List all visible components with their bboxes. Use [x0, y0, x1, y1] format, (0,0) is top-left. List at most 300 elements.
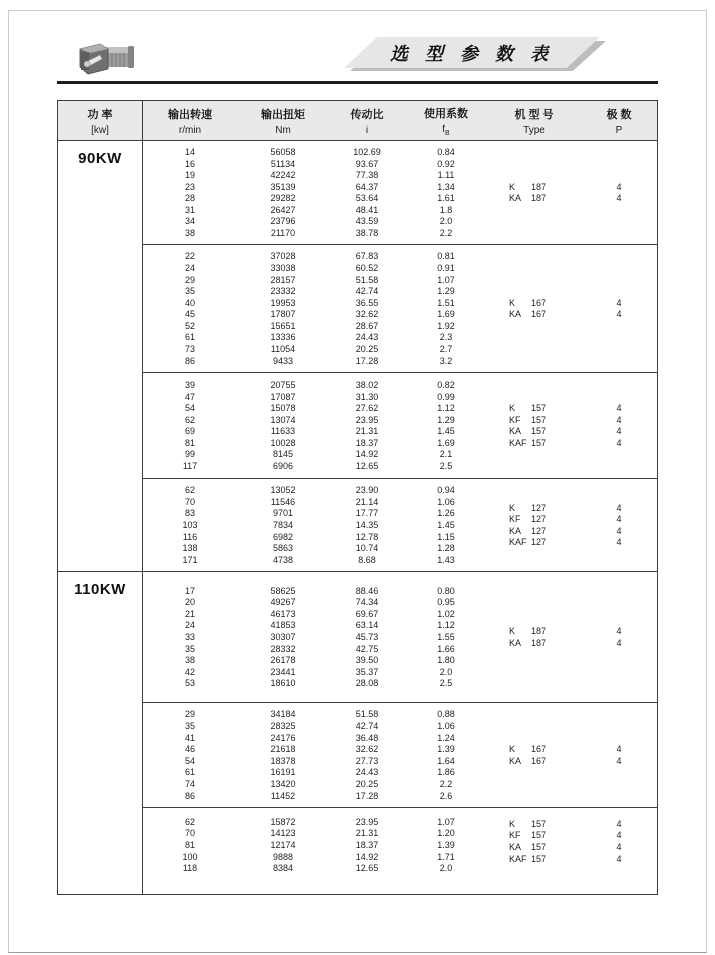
type-row	[487, 637, 657, 649]
type-prefix: KF	[509, 414, 521, 425]
cell-output-torque: 20755	[270, 379, 296, 390]
cell-service-factor: 2.5	[439, 678, 453, 689]
cell-service-factor: 2.1	[439, 449, 453, 460]
cell-output-torque: 29282	[270, 193, 296, 204]
cell-output-speed: 62	[184, 816, 195, 827]
type-row	[487, 309, 657, 321]
cell-poles: 4	[616, 537, 622, 548]
cell-ratio: 23.95	[355, 414, 379, 425]
cell-output-torque: 15872	[270, 816, 296, 827]
type-size: 187	[531, 626, 547, 637]
type-poles-column	[487, 808, 657, 894]
type-size: 167	[531, 744, 547, 755]
cell-output-speed: 138	[182, 543, 198, 554]
cell-output-speed: 38	[184, 655, 195, 666]
cell-ratio: 17.77	[355, 508, 379, 519]
cell-output-torque: 10028	[270, 437, 296, 448]
cell-service-factor: 0.82	[437, 379, 455, 390]
type-prefix: KA	[509, 309, 522, 320]
cell-output-torque: 28325	[270, 721, 296, 732]
cell-poles: 4	[616, 755, 622, 766]
cell-ratio: 74.34	[355, 597, 379, 608]
cell-service-factor: 0.80	[437, 585, 455, 596]
cell-ratio: 48.41	[355, 204, 379, 215]
cell-ratio: 28.67	[355, 320, 379, 331]
column-unit: i	[365, 124, 369, 136]
selection-parameter-table	[57, 100, 658, 895]
cell-poles: 4	[616, 193, 622, 204]
column-unit: $f_B$	[442, 123, 450, 137]
cell-poles: 4	[616, 181, 622, 192]
cell-output-torque: 34184	[270, 709, 296, 720]
cell-output-torque: 24176	[270, 732, 296, 743]
cell-model-type	[509, 298, 559, 308]
cell-service-factor: 1.12	[437, 403, 455, 414]
type-size: 187	[531, 637, 547, 648]
cell-output-speed: 62	[184, 485, 195, 496]
cell-output-speed: 34	[184, 216, 195, 227]
cell-output-speed: 40	[184, 297, 195, 308]
type-prefix: KA	[509, 193, 522, 204]
cell-output-speed: 70	[184, 828, 195, 839]
cell-output-speed: 69	[184, 426, 195, 437]
cell-output-speed: 35	[184, 643, 195, 654]
cell-output-speed: 23	[184, 181, 195, 192]
cell-output-speed: 22	[184, 251, 195, 262]
cell-ratio: 17.28	[355, 790, 379, 801]
cell-ratio: 51.58	[355, 274, 379, 285]
type-prefix: KA	[509, 525, 522, 536]
cell-service-factor: 0.91	[437, 262, 455, 273]
gear-unit-block	[143, 478, 657, 571]
cell-output-torque: 15651	[270, 320, 296, 331]
cell-output-torque: 11546	[270, 496, 296, 507]
type-poles-column	[487, 479, 657, 571]
type-size: 187	[531, 193, 547, 204]
cell-model-type	[509, 842, 559, 852]
cell-ratio: 21.14	[355, 496, 379, 507]
cell-output-torque: 14123	[270, 828, 296, 839]
cell-output-torque: 18378	[270, 755, 296, 766]
cell-output-speed: 116	[182, 531, 198, 542]
cell-poles: 4	[616, 297, 622, 308]
ratio-blocks	[143, 141, 657, 571]
cell-ratio: 28.08	[355, 678, 379, 689]
type-row	[487, 181, 657, 193]
cell-output-torque: 28157	[270, 274, 296, 285]
cell-output-speed: 20	[184, 597, 195, 608]
cell-output-speed: 19	[184, 170, 195, 181]
cell-model-type	[509, 182, 559, 192]
type-poles-column	[487, 141, 657, 244]
cell-ratio: 45.73	[355, 632, 379, 642]
cell-output-speed: 74	[184, 778, 195, 789]
cell-service-factor: 2.0	[439, 666, 453, 677]
cell-output-speed: 83	[184, 508, 195, 519]
gear-unit-block	[143, 807, 657, 894]
column-header-poles	[581, 101, 657, 140]
cell-output-speed: 118	[182, 863, 198, 874]
type-size: 157	[531, 853, 547, 864]
cell-service-factor: 1.80	[437, 655, 455, 666]
type-row	[487, 537, 657, 549]
cell-ratio: 8.68	[358, 554, 376, 565]
cell-ratio: 20.25	[355, 778, 379, 789]
type-row	[487, 818, 657, 830]
type-size: 167	[531, 297, 547, 308]
cell-service-factor: 0.94	[437, 485, 455, 496]
cell-output-torque: 9888	[272, 851, 294, 862]
table-header-row	[58, 101, 657, 141]
cell-ratio: 35.37	[355, 666, 379, 677]
power-section	[58, 571, 657, 894]
cell-model-type	[509, 309, 559, 319]
cell-output-speed: 81	[184, 437, 195, 448]
cell-output-torque: 51134	[270, 158, 296, 169]
cell-output-torque: 17807	[270, 309, 296, 320]
cell-output-speed: 29	[184, 274, 195, 285]
type-row	[487, 853, 657, 865]
cell-output-speed: 21	[184, 608, 195, 619]
cell-ratio: 27.73	[355, 755, 379, 766]
type-row	[487, 755, 657, 767]
column-label: 输出转速	[168, 108, 212, 121]
type-prefix: K	[509, 626, 516, 637]
cell-service-factor: 1.02	[437, 608, 455, 619]
cell-ratio: 31.30	[355, 391, 379, 402]
cell-poles: 4	[616, 637, 622, 648]
type-prefix: K	[509, 403, 516, 414]
cell-ratio: 23.95	[355, 816, 379, 827]
cell-model-type	[509, 403, 559, 413]
cell-service-factor: 1.20	[437, 828, 455, 839]
type-size: 157	[531, 830, 547, 841]
cell-output-speed: 100	[182, 851, 198, 862]
cell-ratio: 24.43	[355, 332, 379, 343]
column-header-service-factor	[405, 101, 487, 140]
type-size: 157	[531, 403, 547, 414]
cell-poles: 4	[616, 525, 622, 536]
cell-output-torque: 21170	[270, 228, 296, 239]
cell-ratio: 20.25	[355, 344, 379, 355]
cell-output-torque: 18610	[270, 678, 296, 689]
cell-service-factor: 1.69	[437, 437, 455, 448]
cell-output-speed: 41	[184, 732, 195, 743]
cell-service-factor: 1.24	[437, 732, 455, 743]
cell-poles: 4	[616, 414, 622, 425]
cell-service-factor: 0.92	[437, 158, 455, 169]
cell-poles: 4	[616, 744, 622, 755]
gearmotor-photo-icon	[74, 40, 138, 78]
cell-service-factor: 1.34	[437, 181, 455, 192]
cell-ratio: 17.28	[355, 355, 379, 366]
cell-ratio: 69.67	[355, 608, 379, 619]
type-prefix: KA	[509, 426, 522, 437]
cell-ratio: 43.59	[355, 216, 379, 227]
cell-ratio: 36.48	[355, 732, 379, 743]
cell-output-speed: 33	[184, 632, 195, 642]
cell-poles: 4	[616, 626, 622, 637]
cell-ratio: 36.55	[355, 297, 379, 308]
cell-output-speed: 14	[184, 146, 195, 157]
cell-output-torque: 15078	[270, 403, 296, 414]
cell-output-speed: 38	[184, 228, 195, 239]
cell-model-type	[509, 438, 559, 448]
type-prefix: K	[509, 297, 516, 308]
cell-output-torque: 13052	[270, 485, 296, 496]
column-header-speed	[143, 101, 237, 140]
cell-ratio: 12.78	[355, 531, 379, 542]
cell-output-torque: 56058	[270, 146, 296, 157]
gear-unit-block	[143, 244, 657, 372]
cell-ratio: 14.92	[355, 449, 379, 460]
cell-output-speed: 171	[182, 554, 198, 565]
cell-service-factor: 1.26	[437, 508, 455, 519]
cell-output-speed: 46	[184, 744, 195, 755]
cell-output-speed: 28	[184, 193, 195, 204]
cell-service-factor: 1.29	[437, 414, 455, 425]
cell-ratio: 42.74	[355, 286, 379, 297]
cell-service-factor: 1.51	[437, 297, 455, 308]
cell-output-torque: 8384	[272, 863, 294, 874]
cell-output-torque: 35139	[270, 181, 296, 192]
cell-output-speed: 73	[184, 344, 195, 355]
cell-output-speed: 24	[184, 262, 195, 273]
cell-ratio: 21.31	[355, 828, 379, 839]
type-prefix: KAF	[509, 853, 527, 864]
cell-output-torque: 58625	[270, 585, 296, 596]
cell-service-factor: 0.81	[437, 251, 455, 262]
type-prefix: KAF	[509, 537, 527, 548]
cell-service-factor: 2.7	[439, 344, 453, 355]
type-row	[487, 513, 657, 525]
type-prefix: K	[509, 502, 516, 513]
power-rating-label: 90KW	[58, 141, 143, 571]
type-row	[487, 625, 657, 637]
cell-output-torque: 49267	[270, 597, 296, 608]
column-header-ratio	[329, 101, 405, 140]
cell-service-factor: 1.39	[437, 744, 455, 755]
cell-output-speed: 62	[184, 414, 195, 425]
cell-model-type	[509, 854, 559, 864]
type-prefix: K	[509, 181, 516, 192]
cell-output-torque: 42242	[270, 170, 296, 181]
cell-service-factor: 3.2	[439, 355, 453, 366]
column-unit: [kw]	[91, 124, 109, 136]
cell-model-type	[509, 744, 559, 754]
cell-ratio: 77.38	[355, 170, 379, 181]
cell-ratio: 39.50	[355, 655, 379, 666]
column-label: 机 型 号	[514, 108, 554, 121]
cell-service-factor: 1.15	[437, 531, 455, 542]
cell-service-factor: 1.45	[437, 426, 455, 437]
cell-output-speed: 99	[184, 449, 195, 460]
type-row	[487, 525, 657, 537]
cell-ratio: 64.37	[355, 181, 379, 192]
type-size: 127	[531, 502, 547, 513]
type-size: 167	[531, 755, 547, 766]
cell-output-speed: 35	[184, 721, 195, 732]
cell-ratio: 32.62	[355, 309, 379, 320]
cell-output-torque: 4738	[272, 554, 294, 565]
type-size: 157	[531, 426, 547, 437]
cell-output-torque: 46173	[270, 608, 296, 619]
cell-output-speed: 86	[184, 355, 195, 366]
type-poles-column	[487, 373, 657, 478]
cell-ratio: 102.69	[353, 146, 381, 157]
title-banner	[344, 37, 600, 68]
column-unit: Nm	[275, 124, 291, 136]
gear-unit-block	[143, 702, 657, 807]
cell-output-torque: 23332	[270, 286, 296, 297]
cell-ratio: 12.65	[355, 461, 379, 472]
cell-ratio: 67.83	[355, 251, 379, 262]
cell-output-speed: 35	[184, 286, 195, 297]
cell-output-speed: 24	[184, 620, 195, 631]
cell-output-speed: 117	[182, 461, 198, 472]
cell-poles: 4	[616, 853, 622, 864]
cell-service-factor: 2.2	[439, 228, 453, 239]
cell-output-speed: 29	[184, 709, 195, 720]
cell-output-speed: 54	[184, 755, 195, 766]
type-prefix: KF	[509, 830, 521, 841]
type-poles-column	[487, 572, 657, 702]
cell-service-factor: 1.06	[437, 496, 455, 507]
type-size: 157	[531, 818, 547, 829]
type-size: 187	[531, 181, 547, 192]
cell-output-torque: 11452	[270, 790, 296, 801]
type-prefix: KA	[509, 637, 522, 648]
cell-output-torque: 5863	[272, 543, 294, 554]
cell-output-torque: 17087	[270, 391, 296, 402]
cell-output-speed: 42	[184, 666, 195, 677]
cell-service-factor: 1.07	[437, 274, 455, 285]
cell-model-type	[509, 537, 559, 547]
type-prefix: K	[509, 744, 516, 755]
cell-ratio: 24.43	[355, 767, 379, 778]
type-row	[487, 297, 657, 309]
cell-output-torque: 11633	[270, 426, 296, 437]
cell-ratio: 88.46	[355, 585, 379, 596]
cell-output-torque: 30307	[270, 632, 296, 642]
cell-output-torque: 12174	[270, 839, 296, 850]
type-size: 157	[531, 414, 547, 425]
cell-model-type	[509, 426, 559, 436]
cell-output-speed: 81	[184, 839, 195, 850]
type-size: 167	[531, 309, 547, 320]
cell-output-speed: 53	[184, 678, 195, 689]
cell-service-factor: 1.55	[437, 632, 455, 642]
type-poles-column	[487, 703, 657, 807]
cell-ratio: 18.37	[355, 437, 379, 448]
ratio-blocks	[143, 572, 657, 894]
cell-poles: 4	[616, 437, 622, 448]
cell-output-torque: 13074	[270, 414, 296, 425]
cell-output-torque: 13336	[270, 332, 296, 343]
cell-ratio: 53.64	[355, 193, 379, 204]
cell-service-factor: 1.06	[437, 721, 455, 732]
cell-poles: 4	[616, 841, 622, 852]
cell-ratio: 42.74	[355, 721, 379, 732]
cell-service-factor: 2.0	[439, 216, 453, 227]
cell-model-type	[509, 503, 559, 513]
cell-service-factor: 1.12	[437, 620, 455, 631]
cell-ratio: 10.74	[355, 543, 379, 554]
cell-model-type	[509, 415, 559, 425]
cell-ratio: 12.65	[355, 863, 379, 874]
cell-output-torque: 23796	[270, 216, 296, 227]
cell-ratio: 63.14	[355, 620, 379, 631]
column-label: 功 率	[87, 108, 113, 121]
gear-unit-block	[143, 372, 657, 478]
cell-ratio: 32.62	[355, 744, 379, 755]
cell-output-speed: 31	[184, 204, 195, 215]
cell-output-torque: 6982	[272, 531, 294, 542]
cell-poles: 4	[616, 403, 622, 414]
column-label: 极 数	[606, 108, 632, 121]
cell-output-torque: 41853	[270, 620, 296, 631]
type-prefix: KA	[509, 755, 522, 766]
cell-service-factor: 2.0	[439, 863, 453, 874]
type-size: 157	[531, 437, 547, 448]
type-row	[487, 426, 657, 438]
column-header-type	[487, 101, 581, 140]
type-row	[487, 437, 657, 449]
cell-poles: 4	[616, 514, 622, 525]
cell-output-torque: 21618	[270, 744, 296, 755]
cell-ratio: 21.31	[355, 426, 379, 437]
type-prefix: K	[509, 818, 516, 829]
cell-poles: 4	[616, 309, 622, 320]
cell-ratio: 93.67	[355, 158, 379, 169]
cell-model-type	[509, 526, 559, 536]
cell-ratio: 14.35	[355, 520, 379, 530]
cell-output-speed: 103	[182, 520, 198, 530]
cell-ratio: 27.62	[355, 403, 379, 414]
cell-output-speed: 39	[184, 379, 195, 390]
cell-ratio: 51.58	[355, 709, 379, 720]
cell-model-type	[509, 626, 559, 636]
type-row	[487, 841, 657, 853]
cell-poles: 4	[616, 818, 622, 829]
type-row	[487, 414, 657, 426]
cell-output-torque: 7834	[272, 520, 294, 530]
cell-output-torque: 26427	[270, 204, 296, 215]
cell-ratio: 42.75	[355, 643, 379, 654]
gear-unit-block	[143, 572, 657, 702]
cell-service-factor: 1.29	[437, 286, 455, 297]
cell-output-speed: 52	[184, 320, 195, 331]
gear-unit-block	[143, 141, 657, 244]
cell-service-factor: 1.43	[437, 554, 455, 565]
cell-output-torque: 11054	[270, 344, 296, 355]
cell-service-factor: 1.11	[437, 170, 455, 181]
type-row	[487, 743, 657, 755]
type-row	[487, 502, 657, 514]
cell-output-speed: 16	[184, 158, 195, 169]
cell-output-speed: 47	[184, 391, 195, 402]
table-body	[58, 141, 657, 894]
cell-service-factor: 1.45	[437, 520, 455, 530]
cell-output-torque: 9433	[272, 355, 294, 366]
cell-output-torque: 6906	[272, 461, 294, 472]
column-header-torque	[237, 101, 329, 140]
column-label: 传动比	[350, 108, 384, 121]
cell-output-torque: 19953	[270, 297, 296, 308]
cell-poles: 4	[616, 426, 622, 437]
cell-service-factor: 0.84	[437, 146, 455, 157]
cell-service-factor: 1.66	[437, 643, 455, 654]
